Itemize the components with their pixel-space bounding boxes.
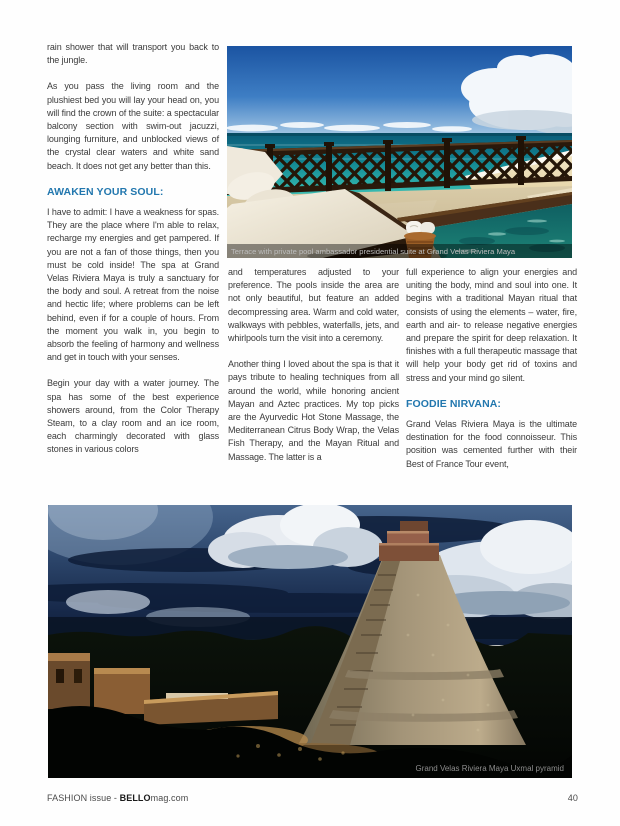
footer-brand: BELLO bbox=[119, 793, 151, 803]
section-heading-awaken-your-soul: AWAKEN YOUR SOUL: bbox=[47, 185, 164, 198]
paragraph: Grand Velas Riviera Maya is the ultimate destination for the food connoisseur. This position was cemented further with their Best of France Tour event, bbox=[406, 419, 577, 469]
terrace-caption bbox=[227, 244, 572, 258]
paragraph: Begin your day with a water journey. The spa has some of the best experience showers around, from the Color Therapy Steam, to a clay room and an ice room, each charmingly decorated with glass stones in various colors bbox=[47, 378, 219, 455]
footer-issue-text: FASHION issue - bbox=[47, 793, 120, 803]
paragraph: rain shower that will transport you back to the jungle. bbox=[47, 42, 219, 66]
text-column-middle bbox=[228, 266, 399, 477]
footer-issue-line bbox=[47, 793, 188, 803]
paragraph: full experience to align your energies and uniting the body, mind and soul into one. It begins with a traditional Mayan ritual that consists of using the elements – water, fire, earth and air- to release negative energies and prepare the spirit for deep relaxation. It finishes with a full therapeutic massage that will help your body get rid of toxins and stress and your mind go silent. bbox=[406, 267, 577, 383]
pyramid-photo bbox=[48, 505, 572, 778]
pyramid-caption-text: Grand Velas Riviera Maya Uxmal pyramid bbox=[415, 764, 564, 773]
footer-brand-suffix: mag.com bbox=[150, 793, 189, 803]
page-number: 40 bbox=[567, 793, 578, 803]
page-footer bbox=[47, 793, 578, 803]
terrace-caption-text: Terrace with private pool ambassador presidential suite at Grand Velas Riviera Maya bbox=[231, 247, 516, 256]
terrace-photo bbox=[227, 46, 572, 258]
sky bbox=[227, 46, 572, 138]
storm-sky bbox=[48, 505, 572, 645]
text-column-right bbox=[406, 266, 577, 484]
section-heading-foodie-nirvana: FOODIE NIRVANA: bbox=[406, 397, 502, 410]
paragraph: As you pass the living room and the plushiest bed you will lay your head on, you will find the crown of the suite: a spectacular balcony section with swim-out jacuzzi, lounging furniture, and unblocked views of the crystal clear waters and white sand beach. It does not get any better than this. bbox=[47, 81, 219, 171]
text-column-left bbox=[47, 41, 219, 470]
paragraph: and temperatures adjusted to your preference. The pools inside the area are not only beautiful, but feature an added decompressing area. Warm and cold water, walkways with pebbles, waterfalls, jets, and whirlpools turn the visit into a ceremony. bbox=[228, 267, 399, 344]
paragraph: I have to admit: I have a weakness for spas. They are the place where I'm able to relax, recharge my energies and get pampered. If you are not a fan of those things, then you must be cold inside! The spa at Grand Velas Riviera Maya is truly a sanctuary for the body and soul. A retreat from the noise and hectic life; where problems can be left behind, even if for a couple of hours. From the moment you walk in, you begin to absorb the feeling of harmony and wellness and get in touch with your senses. bbox=[47, 207, 219, 363]
paragraph: Another thing I loved about the spa is that it pays tribute to healing techniques from all around the world, while honoring ancient Mayan and Aztec practices. My top picks are the Ayurvedic Hot Stone Massage, the Mediterranean Citrus Body Wrap, the Velas Fish Therapy, and the Mayan Ritual and Massage. The latter is a bbox=[228, 359, 399, 462]
